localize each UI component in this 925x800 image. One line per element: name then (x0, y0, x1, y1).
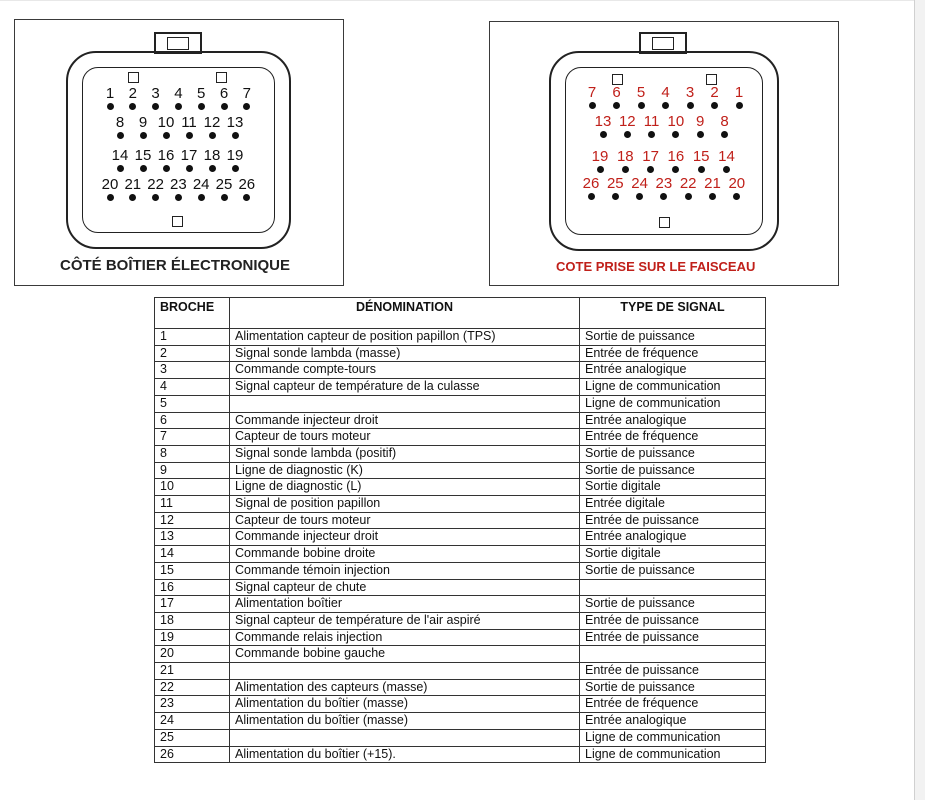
cell-type-signal: Sortie de puissance (580, 596, 766, 613)
cell-type-signal: Sortie de puissance (580, 562, 766, 579)
pin-number: 2 (128, 85, 137, 102)
pin-dot (117, 165, 124, 172)
connector-pin (579, 84, 605, 114)
connector-pin (714, 148, 740, 178)
pin-number: 16 (157, 147, 175, 164)
table-row (155, 395, 766, 412)
pin-number: 22 (679, 175, 697, 192)
table-row (155, 663, 766, 680)
cell-denomination: Commande injecteur droit (230, 529, 580, 546)
connector-pin (663, 113, 689, 143)
pin-number: 20 (101, 176, 119, 193)
pin-dot (186, 132, 193, 139)
cell-type-signal (580, 646, 766, 663)
cell-broche: 9 (155, 462, 230, 479)
table-row (155, 445, 766, 462)
table-row (155, 479, 766, 496)
pin-dot (723, 166, 730, 173)
pin-number: 2 (710, 84, 719, 101)
pin-number: 15 (692, 148, 710, 165)
pin-dot (624, 131, 631, 138)
cell-denomination: Alimentation capteur de position papillon (TPS) (230, 329, 580, 346)
connector-pin (688, 148, 714, 178)
cell-broche: 25 (155, 729, 230, 746)
cell-denomination: Signal capteur de température de l'air aspiré (230, 612, 580, 629)
connector-pin (639, 113, 665, 143)
table-row (155, 679, 766, 696)
cell-denomination: Alimentation boîtier (230, 596, 580, 613)
cell-denomination: Signal capteur de chute (230, 579, 580, 596)
cell-denomination: Alimentation du boîtier (+15). (230, 746, 580, 763)
cell-denomination: Signal sonde lambda (masse) (230, 345, 580, 362)
cell-denomination: Signal sonde lambda (positif) (230, 445, 580, 462)
connector-pin (675, 175, 701, 205)
pin-dot (140, 132, 147, 139)
key-slot (172, 216, 183, 227)
cell-broche: 8 (155, 445, 230, 462)
pin-number: 18 (203, 147, 221, 164)
cell-denomination: Commande relais injection (230, 629, 580, 646)
header-denomination: DÉNOMINATION (230, 298, 580, 329)
pin-number: 24 (631, 175, 648, 192)
harness-side-diagram (489, 21, 839, 286)
table-row (155, 429, 766, 446)
pin-dot (209, 132, 216, 139)
pin-dot (129, 103, 136, 110)
cell-denomination: Commande injecteur droit (230, 412, 580, 429)
pin-dot (209, 165, 216, 172)
cell-denomination: Alimentation du boîtier (masse) (230, 696, 580, 713)
pin-dot (152, 103, 159, 110)
cell-broche: 20 (155, 646, 230, 663)
cell-type-signal: Entrée de fréquence (580, 345, 766, 362)
pin-number: 4 (661, 84, 670, 101)
pin-dot (140, 165, 147, 172)
cell-broche: 5 (155, 395, 230, 412)
pin-dot (107, 103, 114, 110)
page-top-border (0, 0, 914, 1)
pin-number: 1 (105, 85, 115, 102)
pin-dot (733, 193, 740, 200)
cell-broche: 24 (155, 713, 230, 730)
connector-pin (702, 84, 728, 114)
table-row (155, 379, 766, 396)
cell-denomination: Alimentation du boîtier (masse) (230, 713, 580, 730)
pin-dot (175, 194, 182, 201)
pin-dot (685, 193, 692, 200)
pin-dot (672, 166, 679, 173)
table-row (155, 345, 766, 362)
pin-dot (588, 193, 595, 200)
cell-denomination: Commande bobine gauche (230, 646, 580, 663)
pin-dot (152, 194, 159, 201)
pin-number: 21 (124, 176, 142, 193)
pin-number: 13 (226, 114, 244, 131)
cell-broche: 6 (155, 412, 230, 429)
pin-number: 18 (616, 148, 634, 165)
table-row (155, 579, 766, 596)
table-row (155, 646, 766, 663)
cell-denomination: Ligne de diagnostic (K) (230, 462, 580, 479)
cell-type-signal: Entrée analogique (580, 713, 766, 730)
table-row (155, 729, 766, 746)
connector-pin (700, 175, 726, 205)
connector-pin (712, 113, 738, 143)
cell-type-signal: Entrée de puissance (580, 612, 766, 629)
pin-dot (636, 193, 643, 200)
pin-number: 22 (147, 176, 164, 193)
connector-pin (653, 84, 679, 114)
connector-pin (590, 113, 616, 143)
pin-number: 11 (181, 114, 197, 131)
table-row (155, 546, 766, 563)
cell-broche: 2 (155, 345, 230, 362)
pin-dot (736, 102, 743, 109)
table-row (155, 412, 766, 429)
cell-denomination: Commande bobine droite (230, 546, 580, 563)
key-slot (659, 217, 670, 228)
pin-dot (243, 194, 250, 201)
cell-broche: 17 (155, 596, 230, 613)
cell-broche: 15 (155, 562, 230, 579)
pin-number: 25 (215, 176, 233, 193)
pin-number: 9 (696, 113, 705, 130)
pin-number: 10 (157, 114, 175, 131)
pin-dot (672, 131, 679, 138)
cell-type-signal: Sortie de puissance (580, 329, 766, 346)
cell-broche: 11 (155, 496, 230, 513)
header-type-signal: TYPE DE SIGNAL (580, 298, 766, 329)
pin-dot (129, 194, 136, 201)
cell-type-signal: Ligne de communication (580, 729, 766, 746)
cell-broche: 3 (155, 362, 230, 379)
cell-denomination: Signal capteur de température de la culasse (230, 379, 580, 396)
table-row (155, 496, 766, 513)
pin-number: 16 (667, 148, 685, 165)
pin-number: 3 (151, 85, 160, 102)
cell-broche: 10 (155, 479, 230, 496)
cell-type-signal: Entrée de puissance (580, 629, 766, 646)
key-slot (216, 72, 227, 83)
cell-type-signal: Ligne de communication (580, 746, 766, 763)
cell-broche: 19 (155, 629, 230, 646)
cell-broche: 12 (155, 512, 230, 529)
pin-dot (612, 193, 619, 200)
connector-pin (638, 148, 664, 178)
connector-pin (222, 147, 248, 177)
connector-pin (687, 113, 713, 143)
table-row (155, 362, 766, 379)
table-row (155, 596, 766, 613)
table-row (155, 696, 766, 713)
cell-denomination: Capteur de tours moteur (230, 429, 580, 446)
pin-dot (221, 103, 228, 110)
pin-number: 3 (685, 84, 695, 101)
table-row (155, 746, 766, 763)
cell-type-signal: Entrée analogique (580, 362, 766, 379)
cell-broche: 13 (155, 529, 230, 546)
cell-denomination (230, 663, 580, 680)
connector-pin (651, 175, 677, 205)
cell-type-signal: Entrée analogique (580, 412, 766, 429)
cell-type-signal: Sortie de puissance (580, 462, 766, 479)
cell-broche: 4 (155, 379, 230, 396)
cell-denomination: Commande témoin injection (230, 562, 580, 579)
pin-dot (697, 131, 704, 138)
pin-number: 20 (728, 175, 746, 192)
cell-type-signal: Sortie de puissance (580, 445, 766, 462)
connector-pin (234, 85, 260, 115)
connector-pin (234, 176, 260, 206)
cell-denomination: Capteur de tours moteur (230, 512, 580, 529)
connector-pin (614, 113, 640, 143)
pin-number: 23 (170, 176, 187, 193)
pin-number: 6 (612, 84, 621, 101)
cell-type-signal: Entrée de fréquence (580, 696, 766, 713)
pin-number: 7 (242, 85, 251, 102)
connector-pin (587, 148, 613, 178)
table-header-row (155, 298, 766, 329)
cell-denomination: Alimentation des capteurs (masse) (230, 679, 580, 696)
cell-broche: 18 (155, 612, 230, 629)
pin-number: 14 (111, 147, 129, 164)
pin-dot (600, 131, 607, 138)
pin-dot (589, 102, 596, 109)
pin-dot (243, 103, 250, 110)
pin-number: 9 (138, 114, 148, 131)
pin-number: 6 (219, 85, 229, 102)
cell-broche: 7 (155, 429, 230, 446)
table-row (155, 629, 766, 646)
pin-dot (107, 194, 114, 201)
cell-type-signal: Entrée analogique (580, 529, 766, 546)
pin-number: 19 (226, 147, 244, 164)
pin-number: 1 (734, 84, 744, 101)
pin-dot (613, 102, 620, 109)
page-scroll-edge (914, 0, 925, 800)
pin-dot (232, 165, 239, 172)
connector-pin (627, 175, 653, 205)
cell-type-signal: Sortie de puissance (580, 679, 766, 696)
pin-number: 10 (667, 113, 685, 130)
cell-type-signal: Entrée de puissance (580, 663, 766, 680)
pin-number: 4 (174, 85, 183, 102)
pin-number: 19 (591, 148, 609, 165)
table-row (155, 512, 766, 529)
pin-number: 21 (704, 175, 721, 192)
connector-pin (628, 84, 654, 114)
pin-dot (163, 132, 170, 139)
cell-type-signal: Ligne de communication (580, 379, 766, 396)
cell-denomination: Commande compte-tours (230, 362, 580, 379)
cell-type-signal: Ligne de communication (580, 395, 766, 412)
table-row (155, 713, 766, 730)
pin-dot (648, 131, 655, 138)
cell-type-signal: Sortie digitale (580, 546, 766, 563)
pin-number: 12 (618, 113, 636, 130)
pin-dot (597, 166, 604, 173)
table-row (155, 329, 766, 346)
pin-dot (221, 194, 228, 201)
key-slot (128, 72, 139, 83)
table-row (155, 612, 766, 629)
pin-number: 23 (655, 175, 673, 192)
pin-dot (186, 165, 193, 172)
cell-type-signal (580, 579, 766, 596)
connector-pin (724, 175, 750, 205)
pin-number: 5 (636, 84, 646, 101)
connector-pin (677, 84, 703, 114)
cell-broche: 23 (155, 696, 230, 713)
pin-dot (711, 102, 718, 109)
cell-broche: 16 (155, 579, 230, 596)
connector-pin (578, 175, 604, 205)
pin-number: 5 (197, 85, 206, 102)
pin-number: 26 (582, 175, 600, 192)
pin-dot (660, 193, 667, 200)
pin-number: 14 (718, 148, 735, 165)
pin-number: 17 (180, 147, 198, 164)
cell-denomination: Ligne de diagnostic (L) (230, 479, 580, 496)
pin-number: 26 (238, 176, 256, 193)
pin-dot (698, 166, 705, 173)
ecu-side-caption: CÔTÉ BOÎTIER ÉLECTRONIQUE (60, 257, 291, 274)
cell-type-signal: Entrée digitale (580, 496, 766, 513)
cell-broche: 1 (155, 329, 230, 346)
pin-number: 25 (606, 175, 624, 192)
pin-number: 11 (643, 113, 660, 130)
pin-dot (687, 102, 694, 109)
connector-pin (726, 84, 752, 114)
pin-dot (198, 103, 205, 110)
connector-pin (663, 148, 689, 178)
connector-pin (612, 148, 638, 178)
cell-broche: 22 (155, 679, 230, 696)
cell-broche: 14 (155, 546, 230, 563)
pin-number: 7 (587, 84, 597, 101)
pin-dot (709, 193, 716, 200)
pin-dot (198, 194, 205, 201)
pin-number: 13 (594, 113, 612, 130)
pin-number: 8 (115, 114, 125, 131)
cell-type-signal: Sortie digitale (580, 479, 766, 496)
connector-pin (604, 84, 630, 114)
cell-broche: 26 (155, 746, 230, 763)
pin-dot (638, 102, 645, 109)
table-row (155, 562, 766, 579)
connector-pin (222, 114, 248, 144)
pin-dot (163, 165, 170, 172)
pin-number: 15 (134, 147, 152, 164)
cell-broche: 21 (155, 663, 230, 680)
pin-dot (662, 102, 669, 109)
pinout-table (154, 297, 766, 763)
pin-number: 17 (642, 148, 659, 165)
pin-dot (622, 166, 629, 173)
pin-number: 8 (720, 113, 729, 130)
pinout-table-body (155, 329, 766, 763)
pin-number: 12 (203, 114, 221, 131)
ecu-side-diagram (14, 19, 344, 286)
pin-dot (232, 132, 239, 139)
table-row (155, 462, 766, 479)
pin-number: 24 (192, 176, 210, 193)
harness-side-caption: COTE PRISE SUR LE FAISCEAU (556, 259, 756, 274)
pin-dot (117, 132, 124, 139)
cell-type-signal: Entrée de puissance (580, 512, 766, 529)
cell-denomination (230, 395, 580, 412)
connector-pin (602, 175, 628, 205)
cell-denomination (230, 729, 580, 746)
pin-dot (175, 103, 182, 110)
cell-type-signal: Entrée de fréquence (580, 429, 766, 446)
table-row (155, 529, 766, 546)
cell-denomination: Signal de position papillon (230, 496, 580, 513)
pin-dot (647, 166, 654, 173)
pin-dot (721, 131, 728, 138)
header-broche: BROCHE (155, 298, 230, 329)
